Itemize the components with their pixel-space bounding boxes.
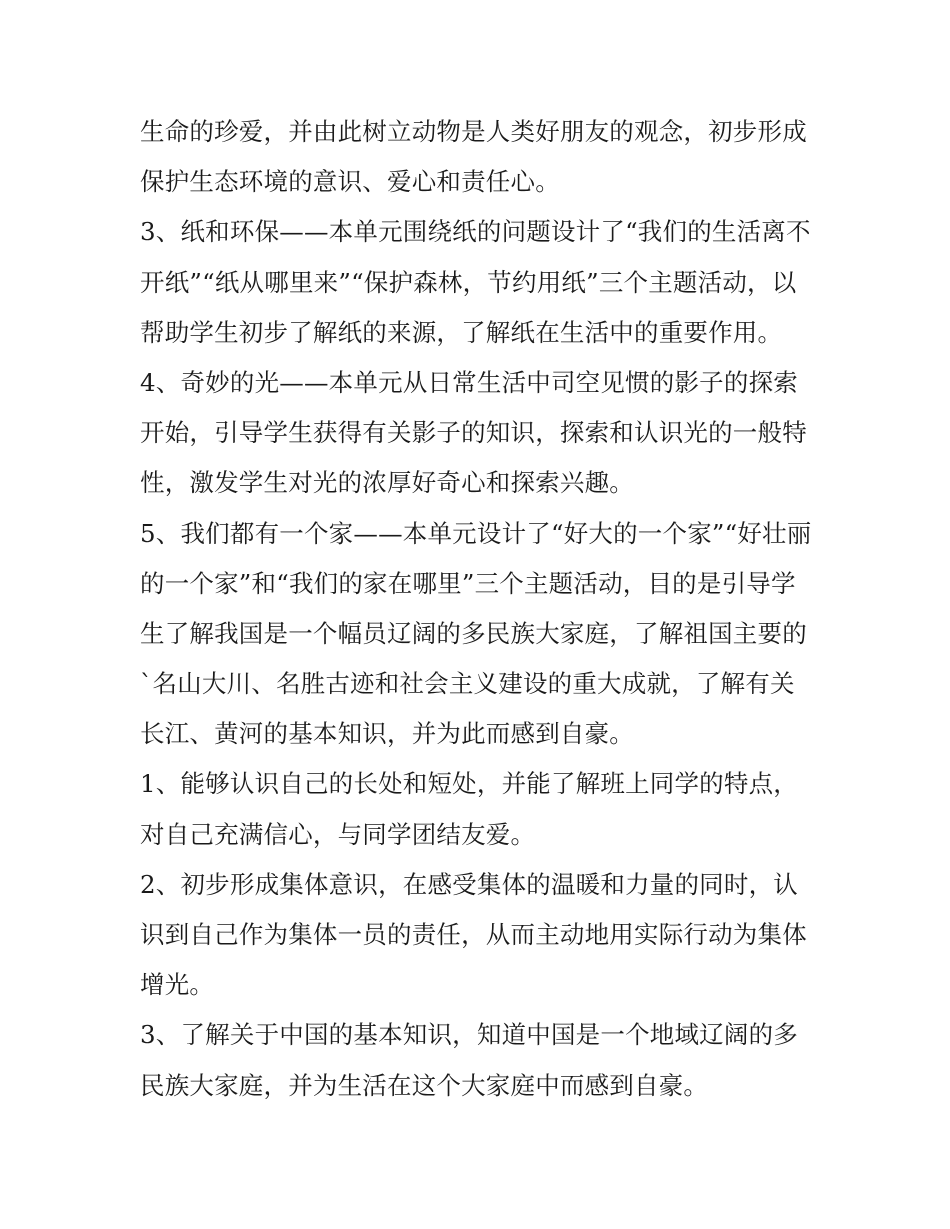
text-line: 帮助学生初步了解纸的来源，了解纸在生活中的重要作用。 <box>140 317 783 347</box>
text-line: `名山大川、名胜古迹和社会主义建设的重大成就，了解有关 <box>140 669 795 699</box>
text-line: 保护生态环境的意识、爱心和责任心。 <box>140 167 560 197</box>
text-line: 的一个家”和“我们的家在哪里”三个主题活动，目的是引导学 <box>140 568 796 598</box>
text-line: 开纸”“纸从哪里来”“保护森林，节约用纸”三个主题活动，以 <box>140 267 797 297</box>
text-line: 5、我们都有一个家——本单元设计了“好大的一个家”“好壮丽 <box>140 518 812 548</box>
text-line: 生了解我国是一个幅员辽阔的多民族大家庭，了解祖国主要的 <box>140 618 807 648</box>
text-line: 增光。 <box>140 970 215 1000</box>
text-line: 开始，引导学生获得有关影子的知识，探索和认识光的一般特 <box>140 418 807 448</box>
text-line: 3、了解关于中国的基本知识，知道中国是一个地域辽阔的多 <box>140 1020 798 1050</box>
text-line: 民族大家庭，并为生活在这个大家庭中而感到自豪。 <box>140 1070 709 1100</box>
text-line: 1、能够认识自己的长处和短处，并能了解班上同学的特点， <box>140 769 798 799</box>
text-line: 2、初步形成集体意识，在感受集体的温暖和力量的同时，认 <box>140 869 798 899</box>
text-line: 识到自己作为集体一员的责任，从而主动地用实际行动为集体 <box>140 920 807 949</box>
text-line: 3、纸和环保——本单元围绕纸的问题设计了“我们的生活离不 <box>140 217 811 247</box>
text-line: 生命的珍爱，并由此树立动物是人类好朋友的观念，初步形成 <box>140 117 807 146</box>
text-line: 性，激发学生对光的浓厚好奇心和探索兴趣。 <box>140 468 634 498</box>
document-body <box>140 107 820 1111</box>
text-line: 长江、黄河的基本知识，并为此而感到自豪。 <box>140 719 634 749</box>
text-line: 4、奇妙的光——本单元从日常生活中司空见惯的影子的探索 <box>140 367 798 397</box>
text-line: 对自己充满信心，与同学团结友爱。 <box>140 819 536 849</box>
